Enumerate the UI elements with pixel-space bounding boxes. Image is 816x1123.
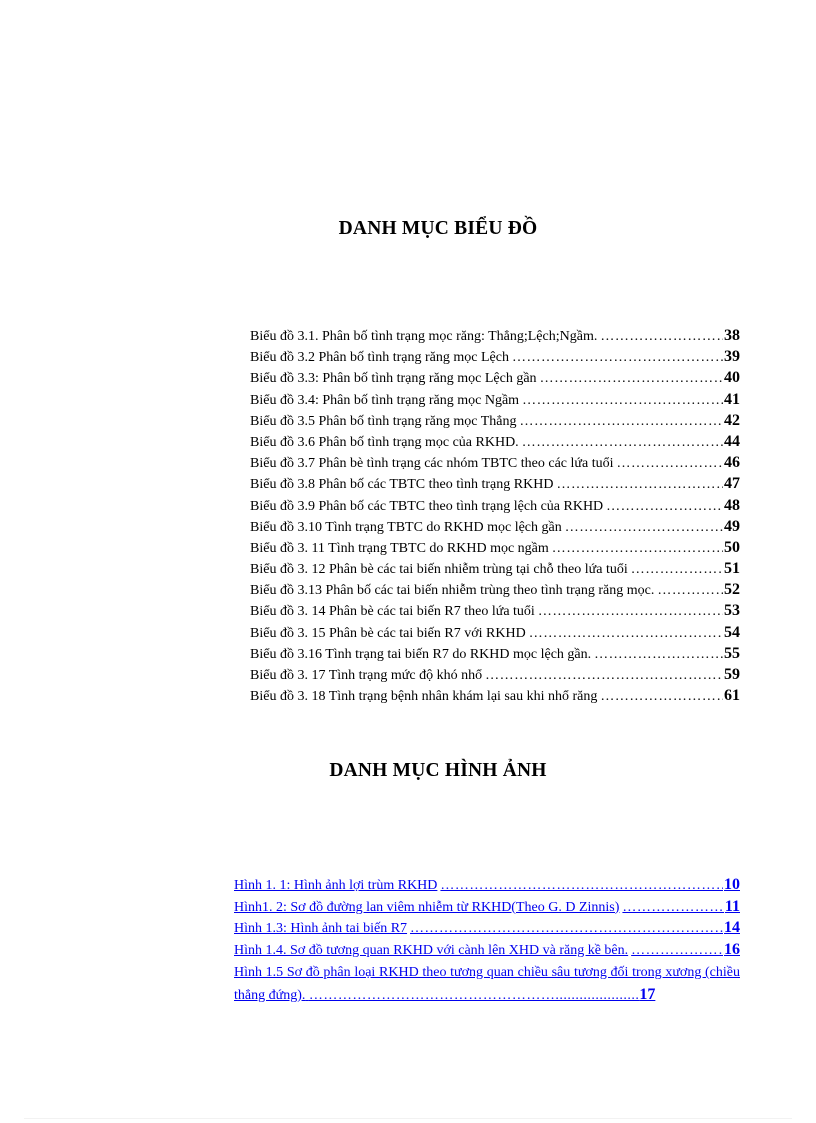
image-list <box>234 876 740 1006</box>
page-number: 10 <box>724 876 740 893</box>
chart-list <box>250 327 740 708</box>
page-number: 50 <box>724 538 740 556</box>
page-number: 11 <box>724 897 740 915</box>
toc-entry: Biểu đồ 3. 15 Phân bè các tai biến R7 với RKHD ……………………………………………………………………………………………………………………………… 54 <box>250 624 740 645</box>
image-list-title: DANH MỤC HÌNH ẢNH <box>329 760 547 781</box>
toc-entry: Biểu đồ 3. 17 Tình trạng mức độ khó nhổ ……………………………………………………………………………………………………………………………… 59 <box>250 666 740 687</box>
page-number: 61 <box>724 687 740 705</box>
toc-entry: Biểu đồ 3. 14 Phân bè các tai biến R7 theo lứa tuổi ……………………………………………………………………………………………………………………………… 53 <box>250 602 740 623</box>
toc-entry: Biểu đồ 3.13 Phân bố các tai biến nhiễm trùng theo tình trạng răng mọc. ……………………………………………………………………………………………………………………………… 52 <box>250 581 740 602</box>
toc-link[interactable]: Hình1. 2: Sơ đồ đường lan viêm nhiễm từ RKHD(Theo G. D Zinnis) ……………………………………………………………………………………………………………………………… 11 <box>234 898 740 920</box>
page-number: 49 <box>724 517 740 535</box>
page-number: 54 <box>724 623 740 641</box>
page-number: 42 <box>724 411 740 429</box>
page-number: 47 <box>724 475 740 493</box>
page-number: 46 <box>724 454 740 472</box>
toc-entry: Biểu đồ 3.3: Phân bố tình trạng răng mọc Lệch gần ……………………………………………………………………………………………………………………………… 40 <box>250 369 740 390</box>
page-number: 38 <box>724 327 740 344</box>
toc-entry: Biểu đồ 3. 18 Tình trạng bệnh nhân khám lại sau khi nhổ răng ……………………………………………………………………………………………………………………………… 61 <box>250 687 740 708</box>
page-number: 52 <box>724 581 740 599</box>
toc-link[interactable]: Hình 1.3: Hình ảnh tai biến R7 ……………………………………………………………………………………………………………………………… 14 <box>234 919 740 941</box>
toc-entry: Biểu đồ 3.2 Phân bố tình trạng răng mọc Lệch ……………………………………………………………………………………………………………………………… 39 <box>250 348 740 369</box>
page-number: 14 <box>724 919 740 936</box>
toc-entry: Biểu đồ 3.7 Phân bè tình trạng các nhóm TBTC theo các lứa tuổi ……………………………………………………………………………………………………………………………… 46 <box>250 454 740 475</box>
toc-entry: Biểu đồ 3.6 Phân bố tình trạng mọc của RKHD. ……………………………………………………………………………………………………………………………… 44 <box>250 433 740 454</box>
page-number: 53 <box>724 602 740 620</box>
page-number: 51 <box>724 560 740 578</box>
toc-entry: Biểu đồ 3. 11 Tình trạng TBTC do RKHD mọc ngầm ……………………………………………………………………………………………………………………………… 50 <box>250 539 740 560</box>
toc-entry: Biểu đồ 3. 12 Phân bè các tai biến nhiễm trùng tại chỗ theo lứa tuổi ……………………………………………………………………………………………………………………………… 51 <box>250 560 740 581</box>
toc-entry: Biểu đồ 3.8 Phân bố các TBTC theo tình trạng RKHD ……………………………………………………………………………………………………………………………… 47 <box>250 475 740 496</box>
toc-entry: Biểu đồ 3.1. Phân bố tình trạng mọc răng: Thẳng;Lệch;Ngầm. ……………………………………………………………………………………………………………………………… 38 <box>250 327 740 348</box>
page-number: 17 <box>639 985 656 1003</box>
page-number: 40 <box>724 369 740 387</box>
toc-link[interactable]: Hình 1.4. Sơ đồ tương quan RKHD với cành lên XHD và răng kề bên. ……………………………………………………………………………………………………………………………… 16 <box>234 941 740 963</box>
page-edge <box>24 1118 792 1119</box>
page-number: 39 <box>724 348 740 366</box>
page-number: 55 <box>724 644 740 662</box>
toc-entry: Biểu đồ 3.5 Phân bố tình trạng răng mọc Thẳng ……………………………………………………………………………………………………………………………… 42 <box>250 412 740 433</box>
page-number: 16 <box>724 940 740 958</box>
page-number: 59 <box>724 666 740 683</box>
toc-entry: Biểu đồ 3.9 Phân bố các TBTC theo tình trạng lệch của RKHD ……………………………………………………………………………………………………………………………… 48 <box>250 497 740 518</box>
toc-link[interactable]: Hình 1. 1: Hình ảnh lợi trùm RKHD ……………………………………………………………………………………………………………………………… 10 <box>234 876 740 898</box>
toc-entry: Biểu đồ 3.10 Tình trạng TBTC do RKHD mọc lệch gần ……………………………………………………………………………………………………………………………… 49 <box>250 518 740 539</box>
toc-entry: Biểu đồ 3.4: Phân bố tình trạng răng mọc Ngầm ……………………………………………………………………………………………………………………………… 41 <box>250 391 740 412</box>
page-number: 44 <box>724 432 740 450</box>
page-number: 48 <box>724 496 740 514</box>
toc-entry: Biểu đồ 3.16 Tình trạng tai biến R7 do RKHD mọc lệch gần. ……………………………………………………………………………………………………………………………… 55 <box>250 645 740 666</box>
toc-link[interactable]: Hình 1.5 Sơ đồ phân loại RKHD theo tương quan chiều sâu tương đối trong xương (chiều thẳng đứng). …………………………………………….....................17 <box>234 965 740 1003</box>
page-number: 41 <box>724 390 740 408</box>
chart-list-title: DANH MỤC BIỂU ĐỒ <box>338 218 538 239</box>
